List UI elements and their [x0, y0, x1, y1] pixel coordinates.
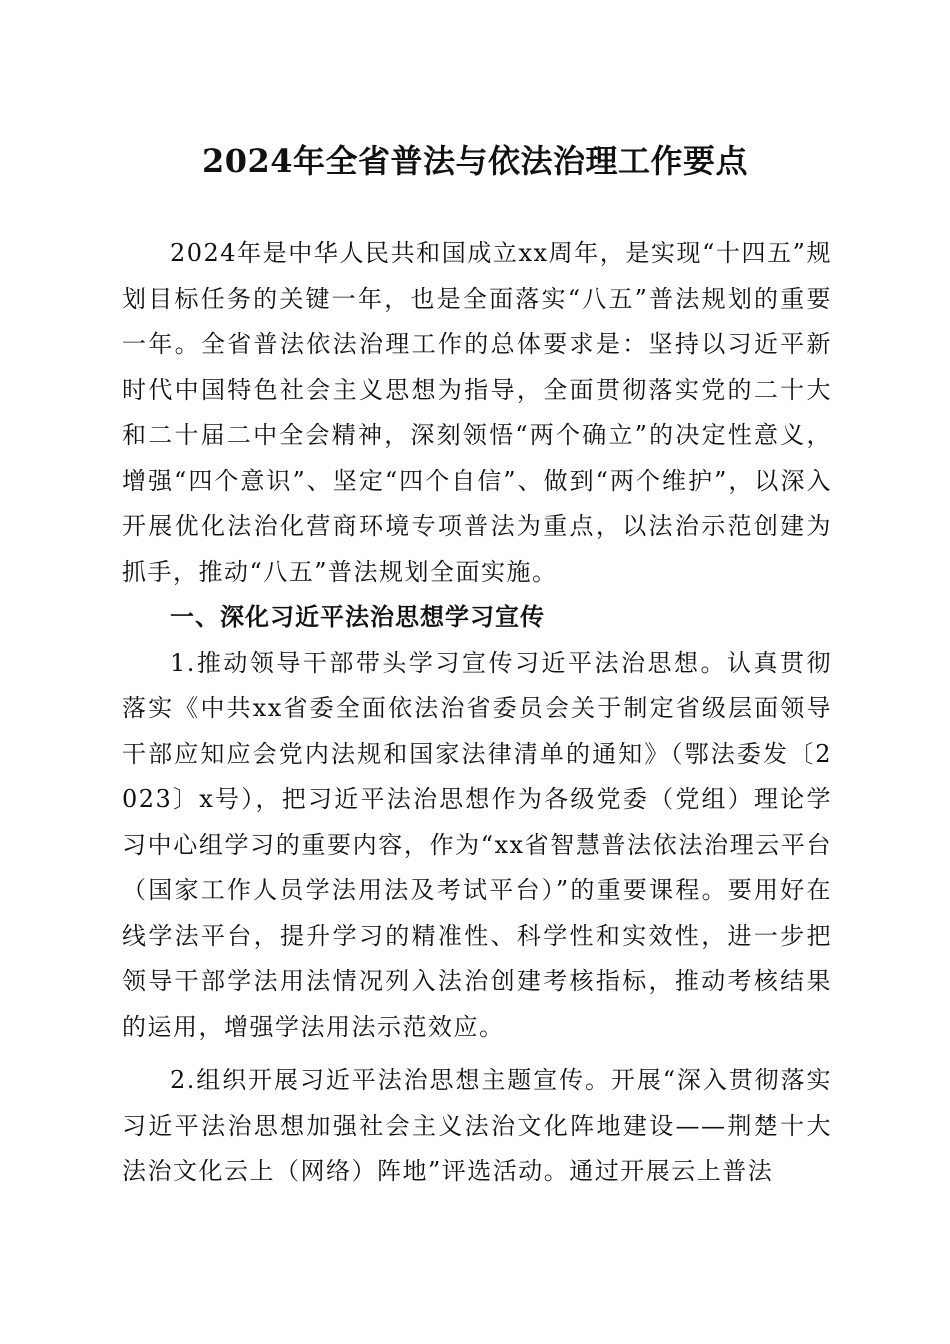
- paragraph-gap: [122, 1050, 832, 1058]
- section-heading: 一、深化习近平法治思想学习宣传: [170, 603, 545, 631]
- intro-paragraph: 2024年是中华人民共和国成立xx周年，是实现“十四五”规划目标任务的关键一年，也是全面落实“八五”普法规划的重要一年。全省普法依法治理工作的总体要求是：坚持以习近平新时代中国特色社会主义思想为指导，全面贯彻落实党的二十大和二十届二中全会精神，深刻领悟“两个确立”的决定性意义，增强“四个意识”、坚定“四个自信”、做到“两个维护”，以深入开展优化法治化营商环境专项普法为重点，以法治示范创建为抓手，推动“八五”普法规划全面实施。: [122, 239, 832, 586]
- item-2-paragraph: 2.组织开展习近平法治思想主题宣传。开展“深入贯彻落实习近平法治思想加强社会主义法治文化阵地建设——荆楚十大法治文化云上（网络）阵地”评选活动。通过开展云上普法: [122, 1066, 832, 1185]
- document-title: 2024年全省普法与依法治理工作要点: [201, 142, 749, 180]
- document-body: [122, 231, 832, 1195]
- item-1-paragraph: 1.推动领导干部带头学习宣传习近平法治思想。认真贯彻落实《中共xx省委全面依法治省委员会关于制定省级层面领导干部应知应会党内法规和国家法律清单的通知》（鄂法委发〔2023〕x号），把习近平法治思想作为各级党委（党组）理论学习中心组学习的重要内容，作为“xx省智慧普法依法治理云平台（国家工作人员学法用法及考试平台）”的重要课程。要用好在线学法平台，提升学习的精准性、科学性和实效性，进一步把领导干部学法用法情况列入法治创建考核指标，推动考核结果的运用，增强学法用法示范效应。: [122, 648, 832, 1041]
